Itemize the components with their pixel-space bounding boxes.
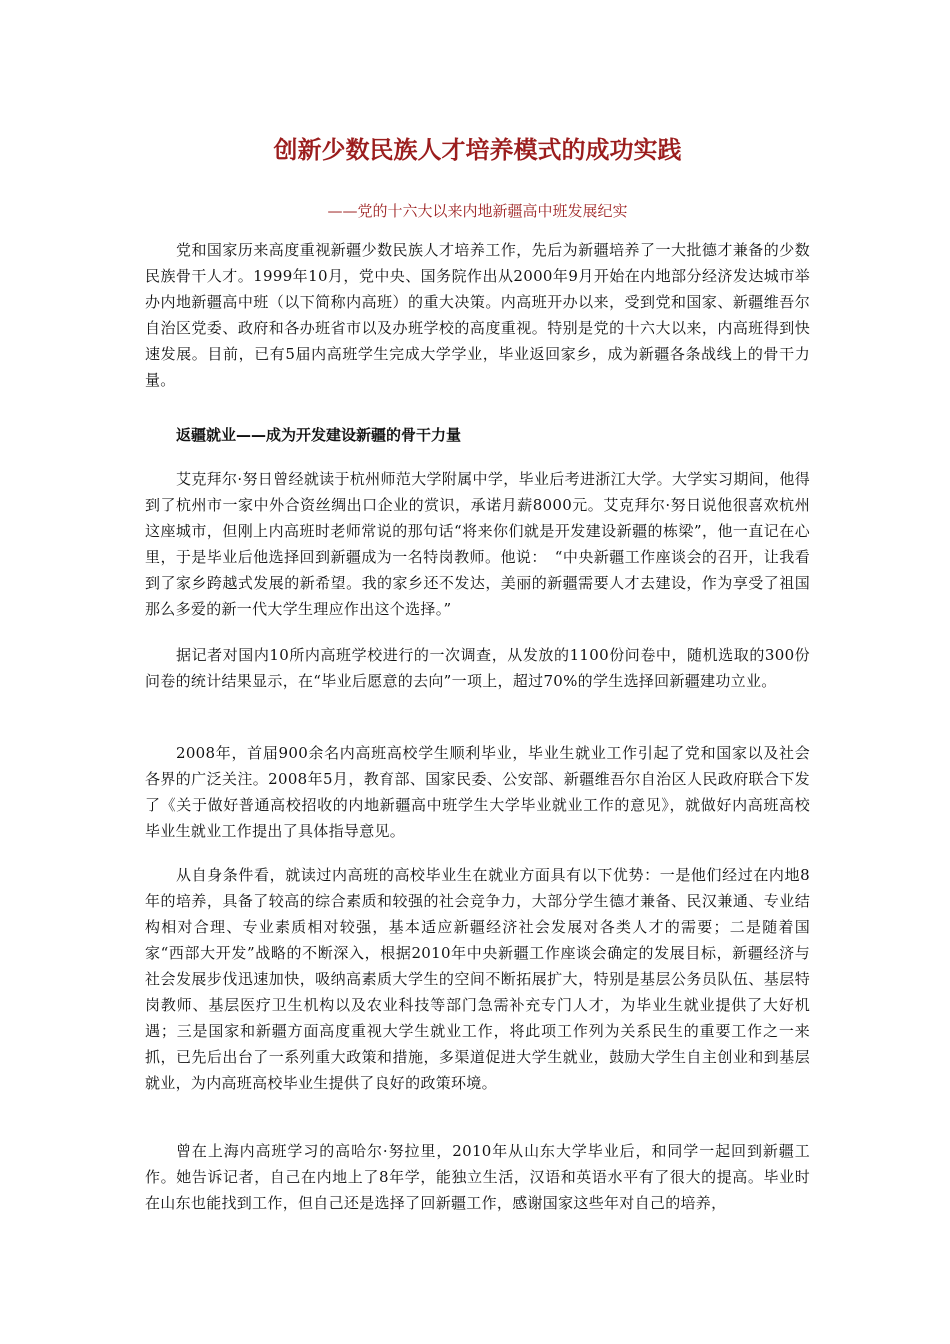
section-heading: 返疆就业——成为开发建设新疆的骨干力量 — [176, 426, 462, 444]
paragraph-intro: 党和国家历来高度重视新疆少数民族人才培养工作，先后为新疆培养了一大批德才兼备的少数民族骨干人才。1999年10月，党中央、国务院作出从2000年9月开始在内地部分经济发达城市举办内地新疆高中班（以下简称内高班）的重大决策。内高班开办以来，受到党和国家、新疆维吾尔自治区党委、政府和各办班省市以及办班学校的高度重视。特别是党的十六大以来，内高班得到快速发展。目前，已有5届内高班学生完成大学学业，毕业返回家乡，成为新疆各条战线上的骨干力量。 — [145, 241, 810, 389]
paragraph-advantages: 从自身条件看，就读过内高班的高校毕业生在就业方面具有以下优势：一是他们经过在内地8年的培养，具备了较高的综合素质和较强的社会竞争力，大部分学生德才兼备、民汉兼通、专业结构相对合理、专业素质相对较强，基本适应新疆经济社会发展对各类人才的需要；二是随着国家“西部大开发”战略的不断深入，根据2010年中央新疆工作座谈会确定的发展目标，新疆经济与社会发展步伐迅速加快，吸纳高素质大学生的空间不断拓展扩大，特别是基层公务员队伍、基层特岗教师、基层医疗卫生机构以及农业科技等部门急需补充专门人才，为毕业生就业提供了大好机遇；三是国家和新疆方面高度重视大学生就业工作，将此项工作列为关系民生的重要工作之一来抓，已先后出台了一系列重大政策和措施，多渠道促进大学生就业，鼓励大学生自主创业和到基层就业，为内高班高校毕业生提供了良好的政策环境。 — [145, 866, 810, 1092]
paragraph-survey: 据记者对国内10所内高班学校进行的一次调查，从发放的1100份问卷中，随机选取的300份问卷的统计结果显示，在“毕业后愿意的去向”一项上，超过70%的学生选择回新疆建功立业。 — [145, 646, 810, 690]
document-subtitle: ——党的十六大以来内地新疆高中班发展纪实 — [327, 202, 628, 220]
paragraph-akbar: 艾克拜尔·努日曾经就读于杭州师范大学附属中学，毕业后考进浙江大学。大学实习期间，他得到了杭州市一家中外合资丝绸出口企业的赏识，承诺月薪8000元。艾克拜尔·努日说他很喜欢杭州这座城市，但刚上内高班时老师常说的那句话“将来你们就是开发建设新疆的栋梁”，他一直记在心里，于是毕业后他选择回到新疆成为一名特岗教师。他说： “中央新疆工作座谈会的召开，让我看到了家乡跨越式发展的新希望。我的家乡还不发达，美丽的新疆需要人才去建设，作为享受了祖国那么多爱的新一代大学生理应作出这个选择。” — [145, 470, 810, 618]
paragraph-gauhar: 曾在上海内高班学习的高哈尔·努拉里，2010年从山东大学毕业后，和同学一起回到新疆工作。她告诉记者，自己在内地上了8年学，能独立生活，汉语和英语水平有了很大的提高。毕业时在山东也能找到工作，但自己还是选择了回新疆工作，感谢国家这些年对自己的培养， — [145, 1142, 810, 1212]
paragraph-2008: 2008年，首届900余名内高班高校学生顺利毕业，毕业生就业工作引起了党和国家以及社会各界的广泛关注。2008年5月，教育部、国家民委、公安部、新疆维吾尔自治区人民政府联合下发了《关于做好普通高校招收的内地新疆高中班学生大学毕业就业工作的意见》，就做好内高班高校毕业生就业工作提出了具体指导意见。 — [145, 744, 810, 840]
document-title: 创新少数民族人才培养模式的成功实践 — [273, 136, 682, 164]
